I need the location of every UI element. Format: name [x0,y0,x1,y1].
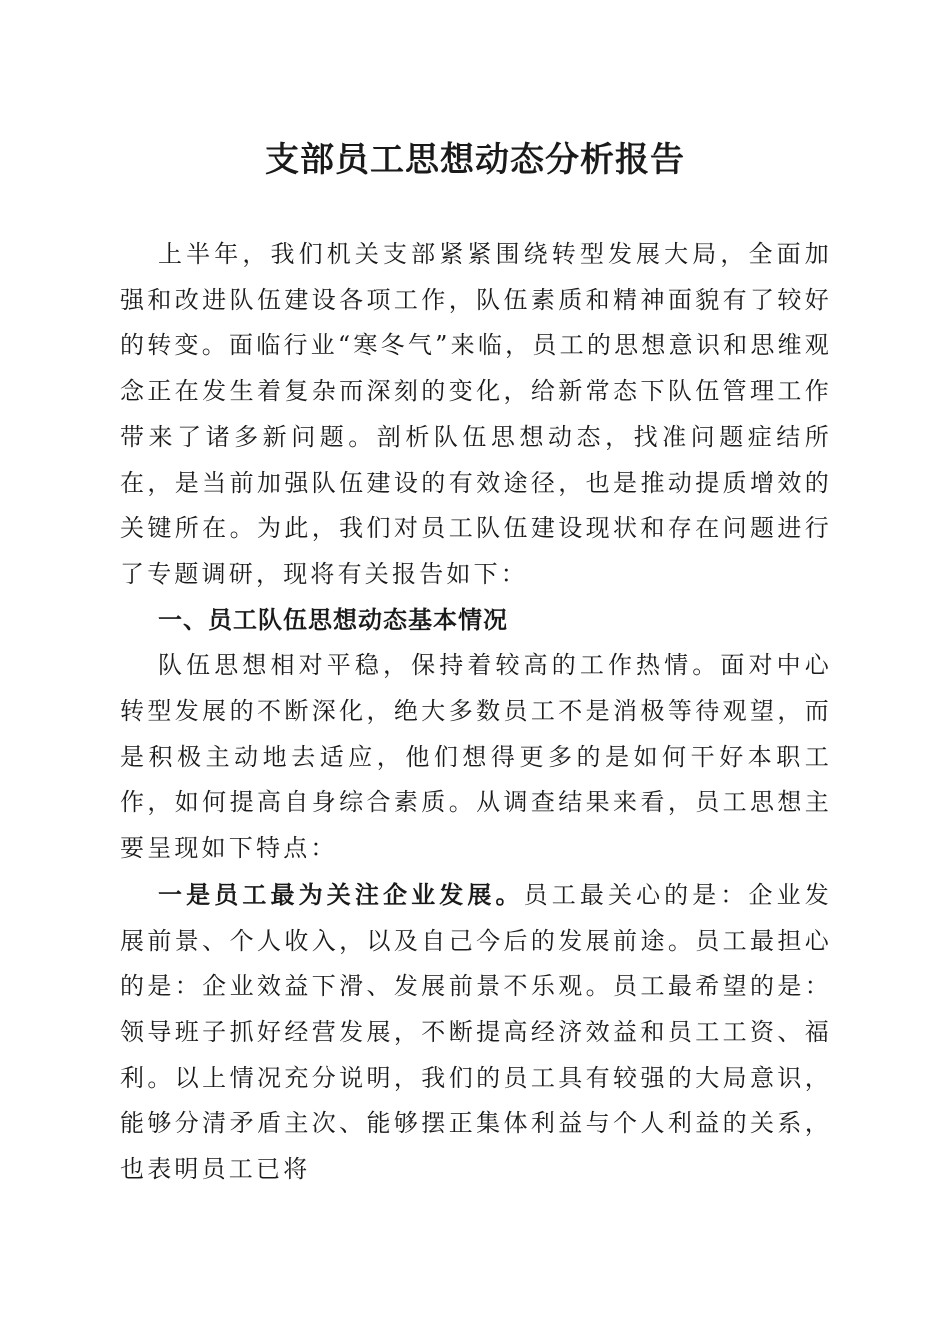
section-1-paragraph: 队伍思想相对平稳，保持着较高的工作热情。面对中心转型发展的不断深化，绝大多数员工不是消极等待观望，而是积极主动地去适应，他们想得更多的是如何干好本职工作，如何提高自身综合素质。从调查结果来看，员工思想主要呈现如下特点： [120,651,832,863]
document-body [120,232,832,1193]
point-1-lead: 一是员工最为关注企业发展。 [158,879,524,909]
section-heading-1: 一、员工队伍思想动态基本情况 [158,605,508,634]
point-1-paragraph [120,872,832,1193]
intro-paragraph: 上半年，我们机关支部紧紧围绕转型发展大局，全面加强和改进队伍建设各项工作，队伍素质和精神面貌有了较好的转变。面临行业“寒冬气”来临，员工的思想意识和思维观念正在发生着复杂而深刻的变化，给新常态下队伍管理工作带来了诸多新问题。剖析队伍思想动态，找准问题症结所在，是当前加强队伍建设的有效途径，也是推动提质增效的关键所在。为此，我们对员工队伍建设现状和存在问题进行了专题调研，现将有关报告如下： [120,240,832,588]
point-1-text: 员工最关心的是：企业发展前景、个人收入，以及自己今后的发展前途。员工最担心的是：企业效益下滑、发展前景不乐观。员工最希望的是：领导班子抓好经营发展，不断提高经济效益和员工工资、福利。以上情况充分说明，我们的员工具有较强的大局意识，能够分清矛盾主次、能够摆正集体利益与个人利益的关系，也表明员工已将 [120,880,832,1184]
document-title: 支部员工思想动态分析报告 [265,140,685,180]
